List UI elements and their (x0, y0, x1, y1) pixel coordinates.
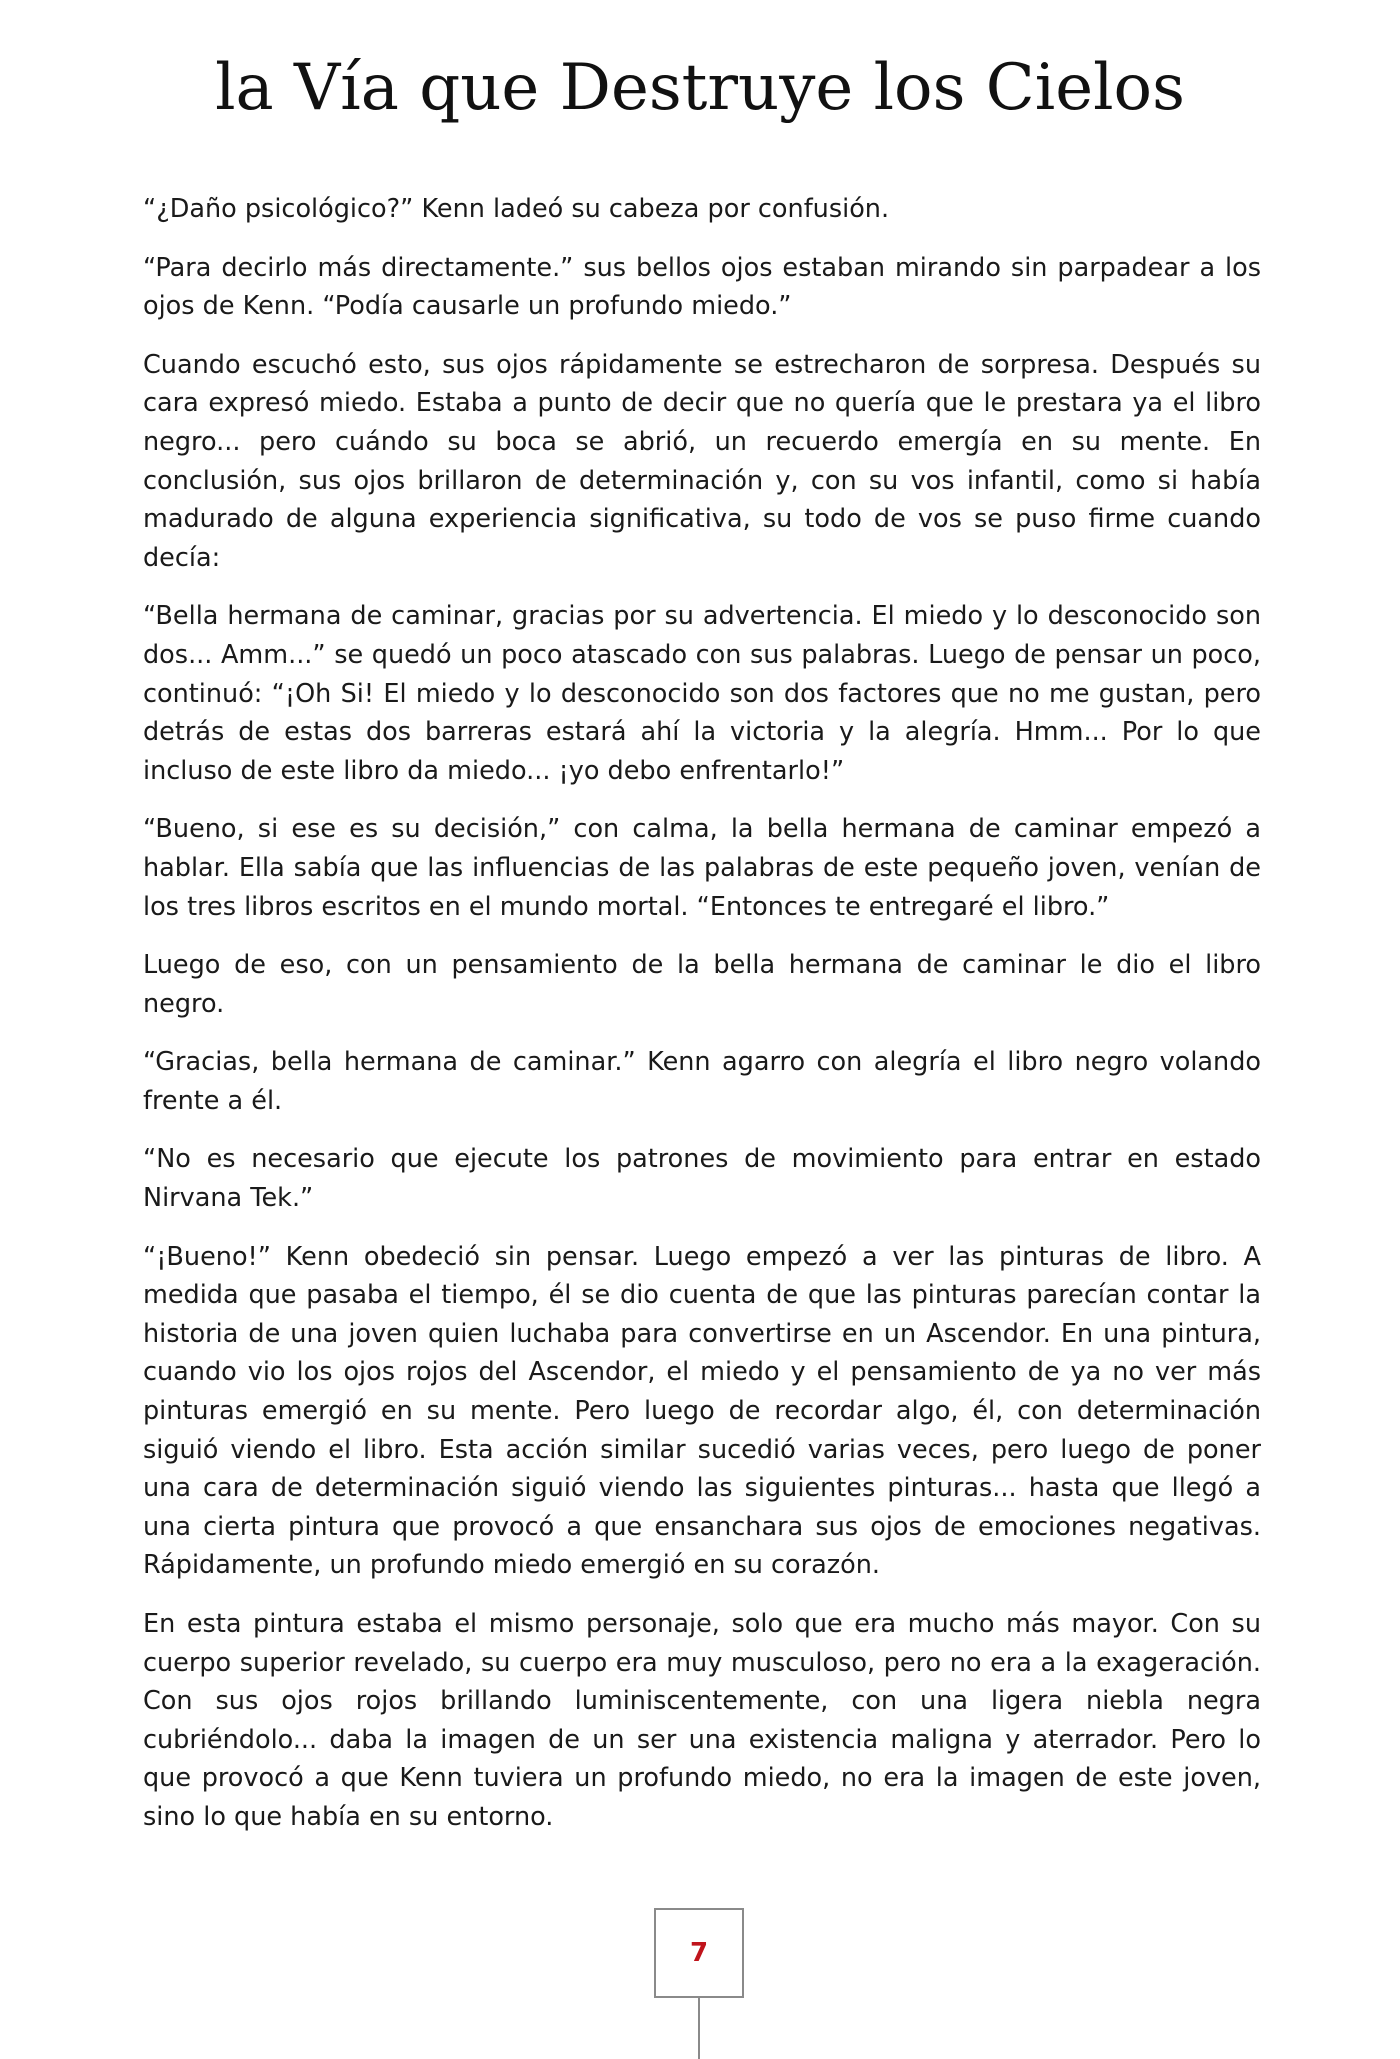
body-text (143, 190, 1261, 1857)
paragraph: En esta pintura estaba el mismo personaje, solo que era mucho más mayor. Con su cuerpo superior revelado, su cuerpo era muy musculoso, pero no era a la exageración. Con sus ojos rojos brillando luminiscentemente, con una ligera niebla negra cubriéndolo... daba la imagen de un ser una existencia maligna y aterrador. Pero lo que provocó a que Kenn tuviera un profundo miedo, no era la imagen de este joven, sino lo que había en su entorno. (143, 1609, 1261, 1832)
page-title: la Vía que Destruye los Cielos (215, 51, 1185, 125)
page-number-line (698, 1998, 700, 2059)
paragraph: Luego de eso, con un pensamiento de la bella hermana de caminar le dio el libro negro. (143, 950, 1261, 1019)
paragraph: “Bella hermana de caminar, gracias por su advertencia. El miedo y lo desconocido son dos... Amm...” se quedó un poco atascado con sus palabras. Luego de pensar un poco, continuó: “¡Oh Si! El miedo y lo desconocido son dos factores que no me gustan, pero detrás de estas dos barreras estará ahí la victoria y la alegría. Hmm... Por lo que incluso de este libro da miedo... ¡yo debo enfrentarlo!” (143, 601, 1261, 786)
paragraph: “¿Daño psicológico?” Kenn ladeó su cabeza por confusión. (143, 194, 890, 224)
paragraph: “¡Bueno!” Kenn obedeció sin pensar. Luego empezó a ver las pinturas de libro. A medida que pasaba el tiempo, él se dio cuenta de que las pinturas parecían contar la historia de una joven quien luchaba para convertirse en un Ascendor. En una pintura, cuando vio los ojos rojos del Ascendor, el miedo y el pensamiento de ya no ver más pinturas emergió en su mente. Pero luego de recordar algo, él, con determinación siguió viendo el libro. Esta acción similar sucedió varias veces, pero luego de poner una cara de determinación siguió viendo las siguientes pinturas... hasta que llegó a una cierta pintura que provocó a que ensanchara sus ojos de emociones negativas. Rápidamente, un profundo miedo emergió en su corazón. (143, 1241, 1261, 1581)
paragraph: Cuando escuchó esto, sus ojos rápidamente se estrecharon de sorpresa. Después su cara expresó miedo. Estaba a punto de decir que no quería que le prestara ya el libro negro... pero cuándo su boca se abrió, un recuerdo emergía en su mente. En conclusión, sus ojos brillaron de determinación y, con su vos infantil, como si había madurado de alguna experiencia significativa, su todo de vos se puso firme cuando decía: (143, 349, 1261, 573)
paragraph: “Gracias, bella hermana de caminar.” Kenn agarro con alegría el libro negro volando frente a él. (143, 1047, 1261, 1116)
page-number: 7 (689, 1938, 709, 1968)
page-number-box (654, 1908, 744, 1998)
paragraph: “No es necesario que ejecute los patrones de movimiento para entrar en estado Nirvana Tek.” (143, 1144, 1261, 1214)
paragraph: “Bueno, si ese es su decisión,” con calma, la bella hermana de caminar empezó a hablar. Ella sabía que las influencias de las palabras de este pequeño joven, venían de los tres libros escritos en el mundo mortal. “Entonces te entregaré el libro.” (143, 814, 1261, 922)
paragraph: “Para decirlo más directamente.” sus bellos ojos estaban mirando sin parpadear a los ojos de Kenn. “Podía causarle un profundo miedo.” (143, 252, 1261, 322)
